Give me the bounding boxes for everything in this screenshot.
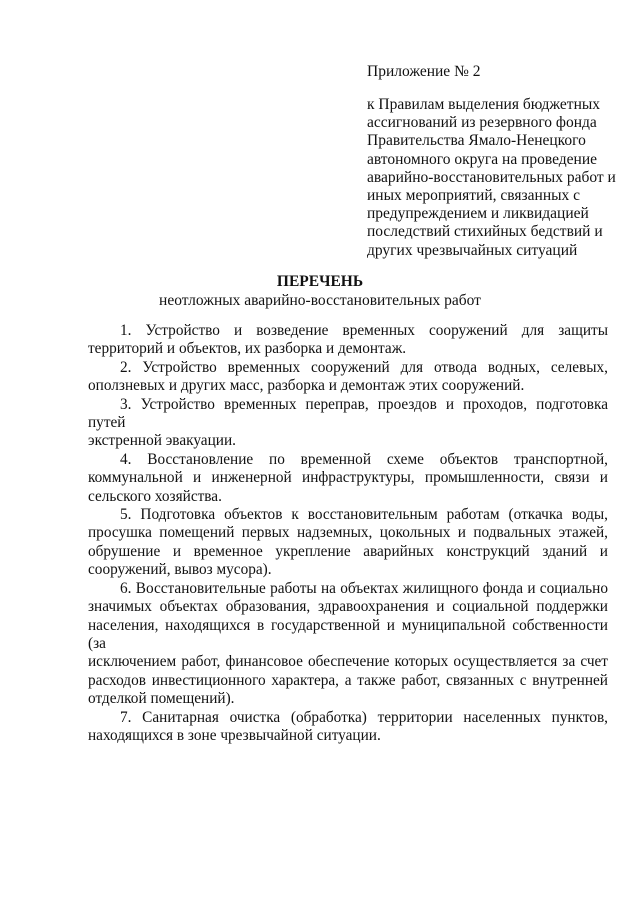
list-item-line: 6. Восстановительные работы на объектах жилищного фонда и социально — [120, 579, 608, 597]
list-item-line: обрушение и временное укрепление аварийных конструкций зданий и — [88, 542, 608, 560]
rules-line: предупреждением и ликвидацией — [367, 205, 589, 223]
list-item-line: 4. Восстановление по временной схеме объектов транспортной, — [120, 450, 608, 468]
list-item — [88, 709, 608, 746]
list-item-line: сооружений, вывоз мусора). — [88, 561, 272, 579]
list-item — [88, 506, 608, 580]
list-item-line: оползневых и других масс, разборка и демонтаж этих сооружений. — [88, 377, 525, 395]
list-item-line: 2. Устройство временных сооружений для отвода водных, селевых, — [120, 358, 608, 376]
list-item-line: экстренной эвакуации. — [88, 432, 236, 450]
appendix-rules-reference — [367, 96, 616, 260]
list-item-line: расходов инвестиционного характера, а также работ, связанных с внутренней — [88, 671, 608, 689]
list-item-line: коммунальной и инженерной инфраструктуры, промышленности, связи и — [88, 469, 608, 487]
document-title: ПЕРЕЧЕНЬ — [276, 273, 364, 290]
rules-line: последствий стихийных бедствий и — [367, 223, 603, 241]
list-item — [88, 580, 608, 709]
list-item-line: исключением работ, финансовое обеспечение которых осуществляется за счет — [88, 653, 608, 671]
list-item — [88, 396, 608, 451]
appendix-label: Приложение № 2 — [367, 63, 481, 80]
rules-line: других чрезвычайных ситуаций — [367, 241, 578, 259]
rules-line: иных мероприятий, связанных с — [367, 187, 581, 205]
rules-line: автономного округа на проведение — [367, 150, 598, 168]
rules-line: Правительства Ямало-Ненецкого — [367, 132, 586, 150]
list-item-line: населения, находящихся в государственной и муниципальной собственности (за — [88, 616, 608, 652]
rules-line: аварийно-восстановительных работ и — [367, 168, 616, 186]
list-item — [88, 451, 608, 506]
rules-line: ассигнований из резервного фонда — [367, 114, 597, 132]
rules-line: к Правилам выделения бюджетных — [367, 96, 601, 113]
list-item-line: 7. Санитарная очистка (обработка) территории населенных пунктов, — [120, 708, 608, 726]
list-item-line: значимых объектах образования, здравоохранения и социальной поддержки — [88, 598, 608, 616]
list-item-line: территорий и объектов, их разборка и демонтаж. — [88, 340, 407, 358]
list-item-line: сельского хозяйства. — [88, 487, 222, 505]
document-subtitle: неотложных аварийно-восстановительных работ — [159, 292, 481, 309]
works-list — [88, 322, 608, 745]
list-item-line: отделкой помещений). — [88, 690, 235, 708]
list-item-line: просушка помещений первых надземных, цокольных и подвальных этажей, — [88, 524, 608, 542]
list-item-line: 3. Устройство временных переправ, проездов и проходов, подготовка путей — [88, 395, 608, 432]
list-item — [88, 322, 608, 359]
list-item — [88, 359, 608, 396]
list-item-line: находящихся в зоне чрезвычайной ситуации. — [88, 726, 381, 744]
list-item-line: 5. Подготовка объектов к восстановительным работам (откачка воды, — [120, 506, 608, 524]
list-item-line: 1. Устройство и возведение временных сооружений для защиты — [120, 322, 608, 339]
